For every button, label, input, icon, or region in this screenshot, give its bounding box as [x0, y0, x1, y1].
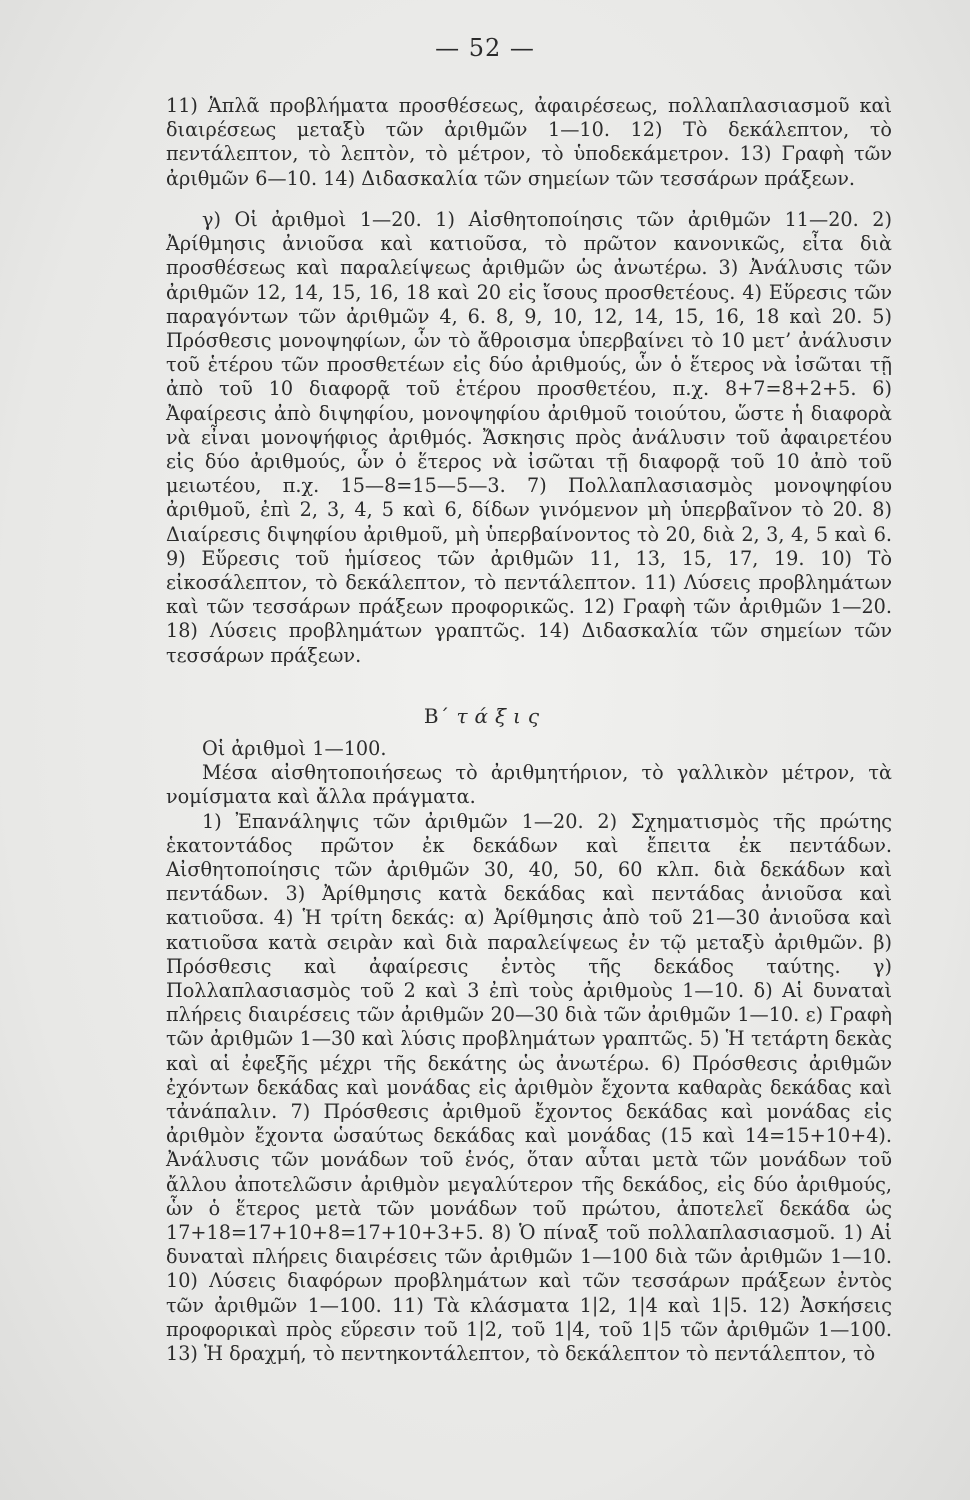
- section-heading-letter: Β΄: [423, 704, 450, 728]
- section-heading-word: τάξις: [456, 704, 547, 728]
- page-number: — 52 —: [435, 34, 535, 62]
- section-heading: [0, 704, 970, 728]
- teaching-aids-paragraph: Μέσα αἰσθητοποιήσεως τὸ ἀριθμητήριον, τὸ γαλλικὸν μέτρον, τὰ νομίσματα καὶ ἄλλα πράγματα.: [166, 761, 892, 809]
- numbers-range-line: Οἱ ἀριθμοὶ 1—100.: [202, 737, 387, 760]
- paragraph-numbers-1-100: 1) Ἐπανάληψις τῶν ἀριθμῶν 1—20. 2) Σχηματισμὸς τῆς πρώτης ἑκατοντάδος πρῶτον ἐκ δεκάδων καὶ ἔπειτα ἐκ πεντάδων. Αἰσθητοποίησις τῶν ἀριθμῶν 30, 40, 50, 60 κλπ. διὰ δεκάδων καὶ πεντάδων. 3) Ἀρίθμησις κατὰ δεκάδας καὶ πεντάδας ἀνιοῦσα καὶ κατιοῦσα. 4) Ἡ τρίτη δεκάς: α) Ἀρίθμησις ἀπὸ τοῦ 21—30 ἀνιοῦσα καὶ κατιοῦσα κατὰ σειρὰν καὶ διὰ παραλείψεως ἐν τῷ μεταξὺ ἀριθμῶν. β) Πρόσθεσις καὶ ἀφαίρεσις ἐντὸς τῆς δεκάδος ταύτης. γ) Πολλαπλασιασμὸς τοῦ 2 καὶ 3 ἐπὶ τοὺς ἀριθμοὺς 1—10. δ) Αἱ δυναταὶ πλήρεις διαιρέσεις τῶν ἀριθμῶν 20—30 διὰ τῶν ἀριθμῶν 1—10. ε) Γραφὴ τῶν ἀριθμῶν 1—30 καὶ λύσις προβλημάτων γραπτῶς. 5) Ἡ τετάρτη δεκὰς καὶ αἱ ἐφεξῆς μέχρι τῆς δεκάτης ὡς ἀνωτέρω. 6) Πρόσθεσις ἀριθμῶν ἐχόντων δεκάδας καὶ μονάδας εἰς ἀριθμὸν ἔχοντα καθαρὰς δεκάδας καὶ τἀνάπαλιν. 7) Πρόσθεσις ἀριθμοῦ ἔχοντος δεκάδας καὶ μονάδας εἰς ἀριθμὸν ἔχοντα ὡσαύτως δεκάδας καὶ μονάδας (15 καὶ 14=15+10+4). Ἀνάλυσις τῶν μονάδων τοῦ ἑνός, ὅταν αὗται μετὰ τῶν μονάδων τοῦ ἄλλου ἀποτελῶσιν ἀριθμὸν μεγαλύτερον τῆς δεκάδος, εἰς δύο ἀριθμούς, ὧν ὁ ἕτερος μετὰ τῶν μονάδων τοῦ πρώτου, ἀποτελεῖ δεκάδα ὡς 17+18=17+10+8=17+10+3+5. 8) Ὁ πίναξ τοῦ πολλαπλασιασμοῦ. 1) Αἱ δυναταὶ πλήρεις διαιρέσεις τῶν ἀριθμῶν 1—100 διὰ τῶν ἀριθμῶν 1—10. 10) Λύσεις διαφόρων προβλημάτων καὶ τῶν τεσσάρων πράξεων ἐντὸς τῶν ἀριθμῶν 1—100. 11) Τὰ κλάσματα 1|2, 1|4 καὶ 1|5. 12) Ἀσκήσεις προφορικαὶ πρὸς εὕρεσιν τοῦ 1|2, τοῦ 1|4, τοῦ 1|5 τῶν ἀριθμῶν 1—100. 13) Ἡ δραχμή, τὸ πεντηκοντάλεπτον, τὸ δεκάλεπτον τὸ πεντάλεπτον, τὸ: [166, 809, 892, 1366]
- numbers-range-line-wrap: [166, 737, 892, 1366]
- paragraph-class-a-items: 11) Ἁπλᾶ προβλήματα προσθέσεως, ἀφαιρέσεως, πολλαπλασιασμοῦ καὶ διαιρέσεως μεταξὺ τῶν ἀριθμῶν 1—10. 12) Τὸ δεκάλεπτον, τὸ πεντάλεπτον, τὸ λεπτὸν, τὸ μέτρον, τὸ ὑποδεκάμετρον. 13) Γραφὴ τῶν ἀριθμῶν 6—10. 14) Διδασκαλία τῶν σημείων τῶν τεσσάρων πράξεων.: [166, 94, 892, 190]
- paragraph-numbers-1-20: γ) Οἱ ἀριθμοὶ 1—20. 1) Αἰσθητοποίησις τῶν ἀριθμῶν 11—20. 2) Ἀρίθμησις ἀνιοῦσα καὶ κατιοῦσα, τὸ πρῶτον κανονικῶς, εἶτα διὰ προσθέσεως καὶ παραλείψεως ἀριθμῶν ὡς ἀνωτέρω. 3) Ἀνάλυσις τῶν ἀριθμῶν 12, 14, 15, 16, 18 καὶ 20 εἰς ἴσους προσθετέους. 4) Εὕρεσις τῶν παραγόντων τῶν ἀριθμῶν 4, 6. 8, 9, 10, 12, 14, 15, 16, 18 καὶ 20. 5) Πρόσθεσις μονοψηφίων, ὧν τὸ ἄθροισμα ὑπερβαίνει τὸ 10 μετ’ ἀνάλυσιν τοῦ ἑτέρου τῶν προσθετέων εἰς δύο ἀριθμούς, ὧν ὁ ἕτερος νὰ ἰσῶται τῇ ἀπὸ τοῦ 10 διαφορᾷ τοῦ ἑτέρου προσθετέου, π.χ. 8+7=8+2+5. 6) Ἀφαίρεσις ἀπὸ διψηφίου, μονοψηφίου ἀριθμοῦ τοιούτου, ὥστε ἡ διαφορὰ νὰ εἶναι μονοψήφιος ἀριθμός. Ἄσκησις πρὸς ἀνάλυσιν τοῦ ἀφαιρετέου εἰς δύο ἀριθμούς, ὧν ὁ ἕτερος νὰ ἰσῶται τῇ διαφορᾷ τοῦ 10 ἀπὸ τοῦ μειωτέου, π.χ. 15—8=15—5—3. 7) Πολλαπλασιασμὸς μονοψηφίου ἀριθμοῦ, ἐπὶ 2, 3, 4, 5 καὶ 6, δίδων γινόμενον μὴ ὑπερβαῖνον τὸ 20. 8) Διαίρεσις διψηφίου ἀριθμοῦ, μὴ ὑπερβαίνοντος τὸ 20, διὰ 2, 3, 4, 5 καὶ 6. 9) Εὕρεσις τοῦ ἡμίσεος τῶν ἀριθμῶν 11, 13, 15, 17, 19. 10) Τὸ εἰκοσάλεπτον, τὸ δεκάλεπτον, τὸ πεντάλεπτον. 11) Λύσεις προβλημάτων καὶ τῶν τεσσάρων πράξεων προφορικῶς. 12) Γραφὴ τῶν ἀριθμῶν 1—20. 18) Λύσεις προβλημάτων γραπτῶς. 14) Διδασκαλία τῶν σημείων τῶν τεσσάρων πράξεων.: [166, 208, 892, 667]
